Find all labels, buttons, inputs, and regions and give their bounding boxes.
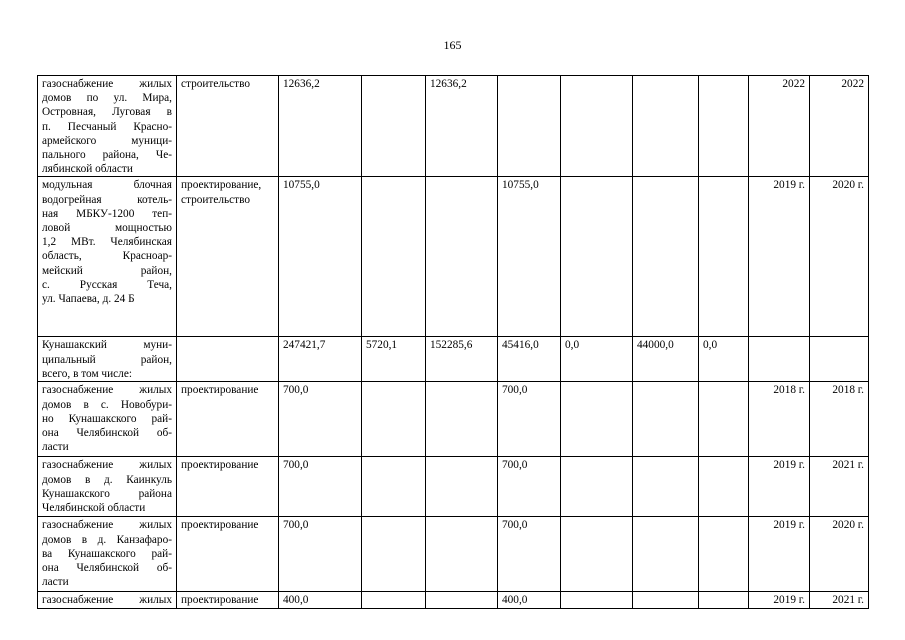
amount-2021-cell bbox=[633, 76, 699, 177]
amount-2019-cell: 400,0 bbox=[498, 592, 561, 608]
work-type-cell bbox=[177, 337, 279, 382]
federal-budget-cell bbox=[362, 76, 426, 177]
work-type-cell: проектирование, строительство bbox=[177, 177, 279, 337]
start-year-cell: 2019 г. bbox=[749, 517, 810, 592]
amount-2018-cell bbox=[426, 592, 498, 608]
federal-budget-cell bbox=[362, 382, 426, 457]
work-type-cell: строительство bbox=[177, 76, 279, 177]
amount-2021-cell bbox=[633, 517, 699, 592]
work-type-cell: проектирование bbox=[177, 457, 279, 517]
amount-2020-cell bbox=[561, 76, 633, 177]
amount-2019-cell: 10755,0 bbox=[498, 177, 561, 337]
object-name-line: армейского муници- bbox=[42, 134, 172, 147]
table-row bbox=[38, 382, 869, 457]
object-name-cell bbox=[38, 177, 177, 337]
total-amount-cell: 12636,2 bbox=[279, 76, 362, 177]
object-name-line: домов в д. Каинкуль bbox=[42, 473, 172, 486]
object-name-cell bbox=[38, 337, 177, 382]
end-year-cell: 2018 г. bbox=[810, 382, 869, 457]
object-name-cell bbox=[38, 592, 177, 608]
end-year-cell: 2022 bbox=[810, 76, 869, 177]
amount-2018-cell bbox=[426, 382, 498, 457]
table-row bbox=[38, 177, 869, 337]
object-name-line: она Челябинской об- bbox=[42, 427, 172, 440]
end-year-cell: 2020 г. bbox=[810, 177, 869, 337]
object-name-line: ная МБКУ-1200 теп- bbox=[42, 207, 172, 220]
amount-2019-cell: 700,0 bbox=[498, 382, 561, 457]
object-name-line: с. Русская Теча, bbox=[42, 278, 172, 291]
object-name-line: всего, в том числе: bbox=[42, 367, 132, 380]
amount-2021-cell bbox=[633, 382, 699, 457]
object-name-line: область, Красноар- bbox=[42, 250, 172, 263]
federal-budget-cell bbox=[362, 177, 426, 337]
start-year-cell: 2019 г. bbox=[749, 592, 810, 608]
object-name-cell bbox=[38, 76, 177, 177]
object-name-line: домов по ул. Мира, bbox=[42, 92, 172, 105]
object-name-line: Кунашакского района bbox=[42, 487, 172, 500]
start-year-cell bbox=[749, 337, 810, 382]
table-row bbox=[38, 337, 869, 382]
object-name-line: водогрейная котель- bbox=[42, 193, 172, 206]
federal-budget-cell: 5720,1 bbox=[362, 337, 426, 382]
object-name-line: модульная блочная bbox=[42, 179, 172, 192]
object-name-line: п. Песчаный Красно- bbox=[42, 120, 172, 133]
total-amount-cell: 400,0 bbox=[279, 592, 362, 608]
amount-2019-cell: 45416,0 bbox=[498, 337, 561, 382]
amount-2022-cell bbox=[699, 457, 749, 517]
end-year-cell: 2021 г. bbox=[810, 457, 869, 517]
end-year-cell bbox=[810, 337, 869, 382]
table-row bbox=[38, 457, 869, 517]
object-name-line: газоснабжение жилых bbox=[42, 459, 172, 472]
start-year-cell: 2019 г. bbox=[749, 177, 810, 337]
amount-2018-cell bbox=[426, 177, 498, 337]
object-name-line: газоснабжение жилых bbox=[42, 384, 172, 397]
object-name-line: Кунашакский муни- bbox=[42, 339, 172, 352]
object-name-line: домов в с. Новобури- bbox=[42, 398, 172, 411]
work-type-cell: проектирование bbox=[177, 382, 279, 457]
federal-budget-cell bbox=[362, 517, 426, 592]
total-amount-cell: 10755,0 bbox=[279, 177, 362, 337]
object-name-line: ципальный район, bbox=[42, 353, 172, 366]
object-name-line: лябинской области bbox=[42, 163, 133, 176]
amount-2020-cell bbox=[561, 457, 633, 517]
total-amount-cell: 700,0 bbox=[279, 382, 362, 457]
federal-budget-cell bbox=[362, 457, 426, 517]
amount-2022-cell bbox=[699, 76, 749, 177]
end-year-cell: 2020 г. bbox=[810, 517, 869, 592]
total-amount-cell: 700,0 bbox=[279, 457, 362, 517]
amount-2020-cell bbox=[561, 592, 633, 608]
table-row bbox=[38, 76, 869, 177]
object-name-line: Челябинской области bbox=[42, 502, 146, 515]
object-name-line: ва Кунашакского рай- bbox=[42, 547, 172, 560]
table-body bbox=[38, 76, 869, 609]
table-row bbox=[38, 592, 869, 608]
amount-2021-cell bbox=[633, 592, 699, 608]
object-name-line: мейский район, bbox=[42, 264, 172, 277]
amount-2022-cell bbox=[699, 592, 749, 608]
amount-2018-cell: 12636,2 bbox=[426, 76, 498, 177]
object-name-line: она Челябинской об- bbox=[42, 562, 172, 575]
page-number: 165 bbox=[443, 38, 462, 52]
table-row bbox=[38, 517, 869, 592]
object-name-line: но Кунашакского рай- bbox=[42, 412, 172, 425]
object-name-line: газоснабжение жилых bbox=[42, 78, 172, 90]
amount-2022-cell: 0,0 bbox=[699, 337, 749, 382]
amount-2020-cell bbox=[561, 517, 633, 592]
object-name-cell bbox=[38, 517, 177, 592]
amount-2021-cell bbox=[633, 177, 699, 337]
amount-2021-cell: 44000,0 bbox=[633, 337, 699, 382]
amount-2018-cell bbox=[426, 457, 498, 517]
object-name-cell bbox=[38, 457, 177, 517]
amount-2021-cell bbox=[633, 457, 699, 517]
amount-2018-cell: 152285,6 bbox=[426, 337, 498, 382]
object-name-line: ловой мощностью bbox=[42, 222, 172, 235]
amount-2020-cell bbox=[561, 177, 633, 337]
total-amount-cell: 247421,7 bbox=[279, 337, 362, 382]
amount-2018-cell bbox=[426, 517, 498, 592]
start-year-cell: 2022 bbox=[749, 76, 810, 177]
object-name-line: Островная, Луговая в bbox=[42, 106, 172, 119]
federal-budget-cell bbox=[362, 592, 426, 608]
start-year-cell: 2018 г. bbox=[749, 382, 810, 457]
end-year-cell: 2021 г. bbox=[810, 592, 869, 608]
amount-2019-cell: 700,0 bbox=[498, 517, 561, 592]
amount-2020-cell bbox=[561, 382, 633, 457]
amount-2022-cell bbox=[699, 517, 749, 592]
object-name-line: домов в д. Канзафаро- bbox=[42, 533, 172, 546]
work-type-cell: проектирование bbox=[177, 517, 279, 592]
object-name-line: пального района, Че- bbox=[42, 149, 172, 162]
object-name-line: газоснабжение жилых bbox=[42, 519, 172, 532]
investment-table bbox=[37, 75, 869, 609]
amount-2019-cell bbox=[498, 76, 561, 177]
object-name-line: ласти bbox=[42, 576, 69, 589]
object-name-line: ул. Чапаева, д. 24 Б bbox=[42, 293, 135, 306]
amount-2019-cell: 700,0 bbox=[498, 457, 561, 517]
start-year-cell: 2019 г. bbox=[749, 457, 810, 517]
work-type-cell: проектирование bbox=[177, 592, 279, 608]
object-name-cell bbox=[38, 382, 177, 457]
amount-2022-cell bbox=[699, 382, 749, 457]
amount-2022-cell bbox=[699, 177, 749, 337]
amount-2020-cell: 0,0 bbox=[561, 337, 633, 382]
object-name-line: 1,2 МВт. Челябинская bbox=[42, 236, 172, 249]
object-name-line: ласти bbox=[42, 441, 69, 454]
total-amount-cell: 700,0 bbox=[279, 517, 362, 592]
object-name-line: газоснабжение жилых bbox=[42, 594, 172, 607]
